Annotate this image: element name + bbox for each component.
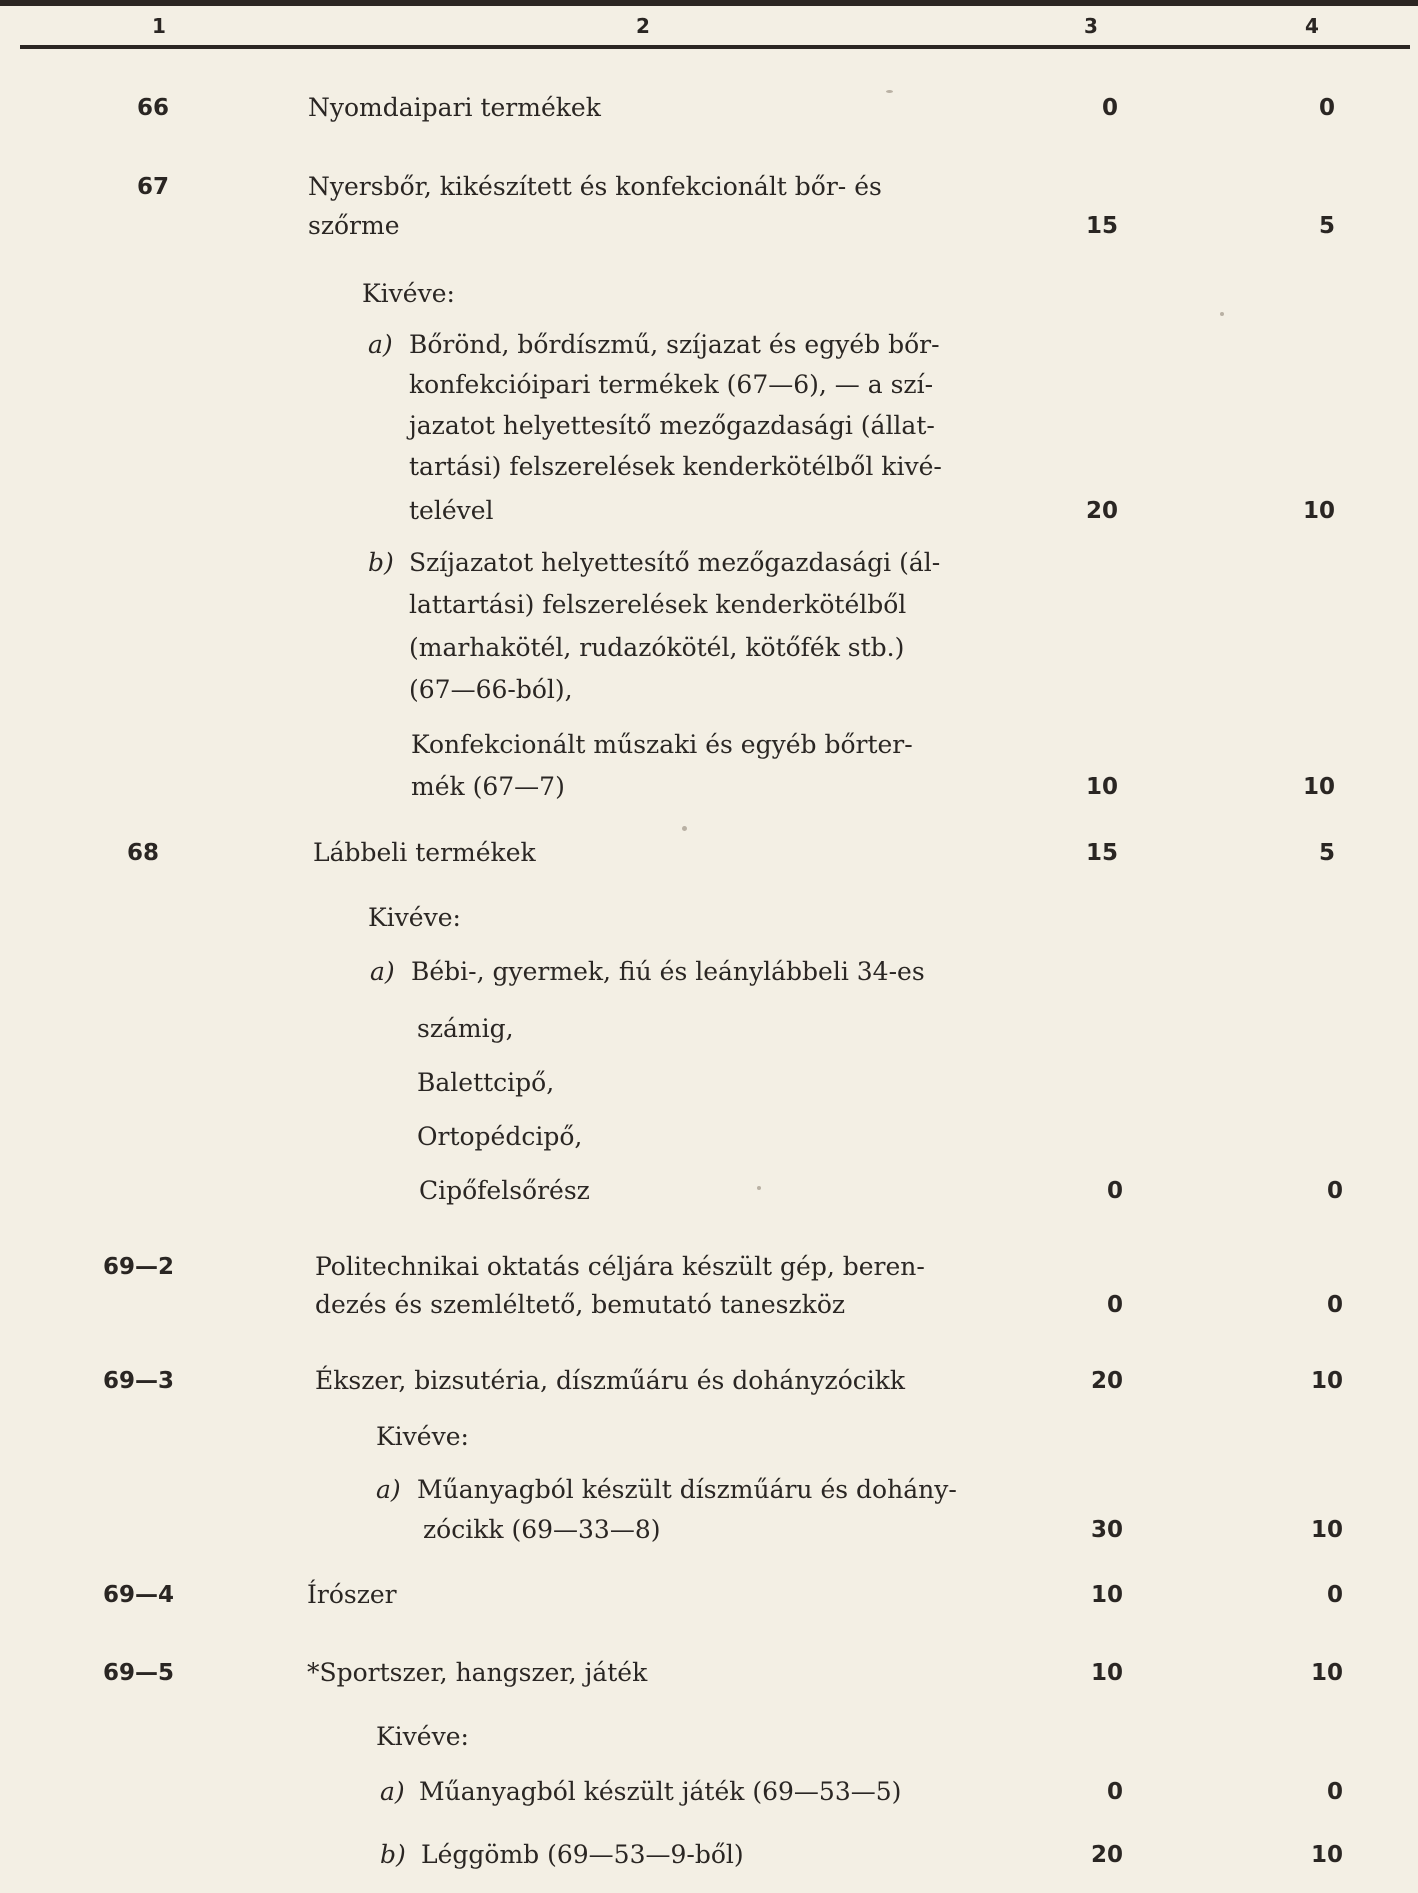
exception-heading: Kivéve: — [362, 279, 455, 308]
rate-col-3: 15 — [1085, 213, 1118, 239]
row-description: Ékszer, bizsutéria, díszműáru és dohányzócikk — [315, 1366, 906, 1395]
rate-col-4: 5 — [1318, 840, 1335, 866]
exception-letter: a) — [368, 330, 393, 359]
exception-text: tartási) felszerelések kenderkötélből kivé- — [409, 452, 942, 481]
exception-heading: Kivéve: — [376, 1422, 469, 1451]
exception-text: Szíjazatot helyettesítő mezőgazdasági (ál- — [409, 548, 941, 577]
paper-speck — [1220, 312, 1224, 316]
exception-letter: b) — [380, 1840, 406, 1869]
top-rule — [0, 0, 1418, 6]
rate-col-3: 10 — [1090, 1660, 1123, 1686]
rate-col-4: 10 — [1310, 1368, 1343, 1394]
rate-col-3: 20 — [1090, 1842, 1123, 1868]
exception-text: számig, — [417, 1014, 514, 1043]
exception-text: (67—66-ból), — [409, 675, 573, 704]
exception-text: Műanyagból készült játék (69—53—5) — [419, 1777, 902, 1806]
rate-col-3: 0 — [1101, 95, 1118, 121]
row-code: 66 — [137, 95, 170, 121]
exception-text: (marhakötél, rudazókötél, kötőfék stb.) — [409, 633, 905, 662]
rate-col-3: 10 — [1085, 774, 1118, 800]
rate-col-3: 15 — [1085, 840, 1118, 866]
row-description: *Sportszer, hangszer, játék — [307, 1658, 648, 1687]
exception-text: Léggömb (69—53—9-ből) — [421, 1840, 744, 1869]
exception-text: telével — [409, 496, 494, 525]
rate-col-3: 20 — [1090, 1368, 1123, 1394]
row-description: Politechnikai oktatás céljára készült gép, beren- — [315, 1252, 925, 1281]
rate-col-4: 5 — [1318, 213, 1335, 239]
row-code: 69—5 — [103, 1660, 175, 1686]
paper-speck — [757, 1186, 761, 1190]
paper-speck — [886, 90, 893, 93]
rate-col-3: 0 — [1106, 1779, 1123, 1805]
header-col-2: 2 — [636, 14, 650, 38]
exception-text: zócikk (69—33—8) — [423, 1515, 661, 1544]
exception-text: Ortopédcipő, — [417, 1122, 583, 1151]
exception-text: Konfekcionált műszaki és egyéb bőrter- — [411, 730, 913, 759]
exception-letter: a) — [376, 1475, 401, 1504]
exception-text: Cipőfelsőrész — [419, 1176, 590, 1205]
row-description: Írószer — [307, 1580, 397, 1609]
rate-col-4: 0 — [1326, 1779, 1343, 1805]
rate-col-3: 30 — [1090, 1517, 1123, 1543]
rate-col-4: 0 — [1318, 95, 1335, 121]
row-code: 69—2 — [103, 1254, 175, 1280]
rate-col-4: 10 — [1302, 774, 1335, 800]
header-col-4: 4 — [1305, 14, 1319, 38]
row-description: szőrme — [308, 211, 400, 240]
exception-text: Balettcipő, — [417, 1068, 555, 1097]
exception-text: mék (67—7) — [411, 772, 565, 801]
exception-heading: Kivéve: — [376, 1722, 469, 1751]
rate-col-4: 10 — [1310, 1842, 1343, 1868]
row-code: 69—3 — [103, 1368, 175, 1394]
exception-text: Műanyagból készült díszműáru és dohány- — [417, 1475, 957, 1504]
exception-text: konfekcióipari termékek (67—6), — a szí- — [409, 370, 934, 399]
rate-col-4: 10 — [1310, 1517, 1343, 1543]
rate-col-4: 0 — [1326, 1582, 1343, 1608]
rate-col-3: 0 — [1106, 1292, 1123, 1318]
row-code: 69—4 — [103, 1582, 175, 1608]
paper-speck — [682, 826, 687, 831]
header-rule — [20, 45, 1410, 49]
rate-col-4: 0 — [1326, 1292, 1343, 1318]
header-col-3: 3 — [1084, 14, 1098, 38]
exception-letter: a) — [380, 1777, 405, 1806]
rate-col-4: 0 — [1326, 1178, 1343, 1204]
row-description: Lábbeli termékek — [313, 838, 536, 867]
exception-heading: Kivéve: — [368, 903, 461, 932]
exception-text: lattartási) felszerelések kenderkötélből — [409, 590, 907, 619]
row-description: Nyomdaipari termékek — [308, 93, 601, 122]
exception-letter: a) — [370, 957, 395, 986]
exception-text: Bébi-, gyermek, fiú és leánylábbeli 34-es — [411, 957, 925, 986]
rate-col-3: 10 — [1090, 1582, 1123, 1608]
row-code: 67 — [137, 174, 170, 200]
row-description: dezés és szemléltető, bemutató taneszköz — [315, 1290, 846, 1319]
header-col-1: 1 — [152, 14, 166, 38]
exception-text: jazatot helyettesítő mezőgazdasági (állat- — [409, 411, 935, 440]
rate-col-4: 10 — [1310, 1660, 1343, 1686]
rate-col-3: 0 — [1106, 1178, 1123, 1204]
exception-letter: b) — [368, 548, 394, 577]
row-description: Nyersbőr, kikészített és konfekcionált bőr- és — [308, 172, 882, 201]
exception-text: Bőrönd, bőrdíszmű, szíjazat és egyéb bőr- — [409, 330, 940, 359]
row-code: 68 — [127, 840, 160, 866]
rate-col-4: 10 — [1302, 498, 1335, 524]
rate-col-3: 20 — [1085, 498, 1118, 524]
